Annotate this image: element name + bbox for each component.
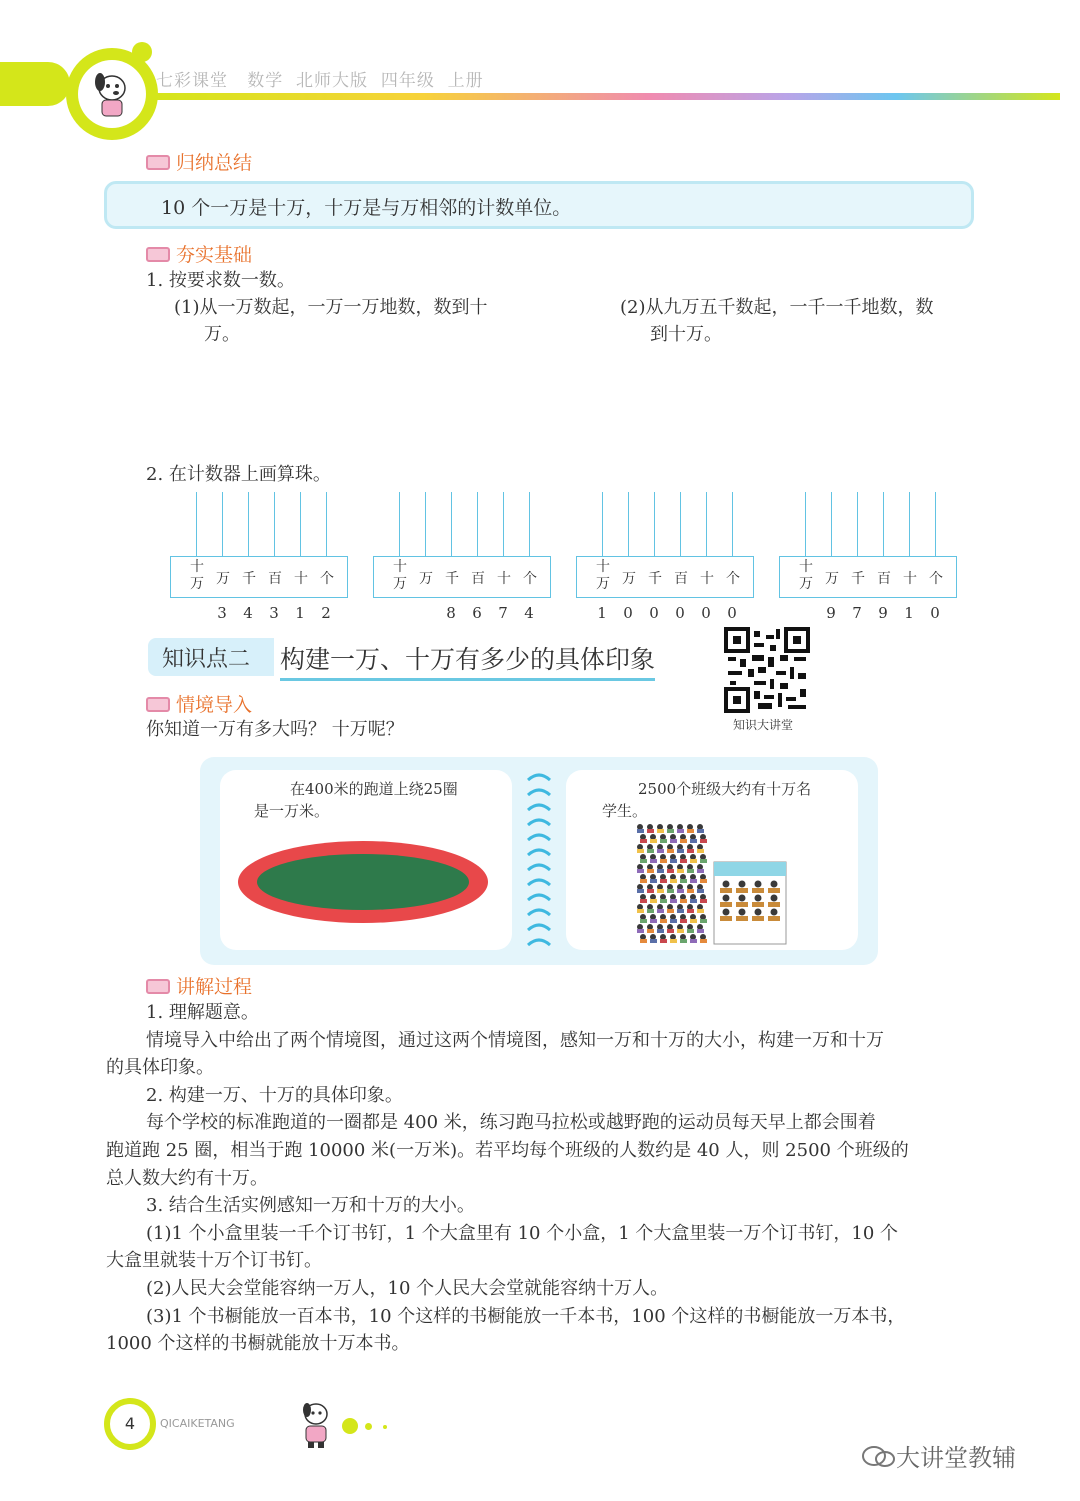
student-body [680,939,687,943]
counter-digit: 0 [649,604,659,622]
spiral-ring [528,850,550,855]
footer-mascot-icon [296,1398,336,1452]
student-body [690,939,697,943]
counter-rod[interactable] [274,492,275,556]
kp2-title: 构建一万、十万有多少的具体印象 [280,640,655,681]
spiral-ring [528,925,550,930]
abacus-counter[interactable] [373,492,551,622]
counter-label-part: 万 [596,576,610,592]
counter-label-part: 万 [799,576,813,592]
spiral-ring [528,895,550,900]
counter-digit: 0 [701,604,711,622]
intro-question: 你知道一万有多大吗？ 十万呢？ [146,719,404,740]
student-head [771,895,778,902]
student-body [670,939,677,943]
footer-dot-medium [365,1423,372,1430]
student-body [637,889,644,893]
student-body [637,869,644,873]
student-body [670,859,677,863]
counter-place-label: 百 [674,571,688,587]
counter-rod[interactable] [602,492,603,556]
process-line: (3)1 个书橱能放一百本书，10 个这样的书橱能放一千本书，100 个这样的书橱能放一万本书， [146,1305,906,1327]
counter-place-label: 千 [851,571,865,587]
student-body [660,879,667,883]
q1-part-b-cont: 到十万。 [650,324,722,345]
student-body [650,939,657,943]
counter-rod[interactable] [326,492,327,556]
student-body [647,829,654,833]
student-body [700,919,707,923]
counter-rod[interactable] [883,492,884,556]
binding-spiral-icon [524,768,554,952]
student-body [657,829,664,833]
students-caption-cont: 学生。 [602,802,648,820]
counter-label-bar [576,556,754,598]
student-desk [720,902,732,907]
student-body [640,839,647,843]
counter-label-ten-thousand [593,559,613,593]
process-line: 大盒里就装十万个订书钉。 [106,1250,322,1272]
counter-place-label: 千 [242,571,256,587]
counter-rod[interactable] [857,492,858,556]
counter-rod[interactable] [935,492,936,556]
counter-place-label: 个 [929,571,943,587]
counter-place-label: 万 [419,571,433,587]
process-line: 的具体印象。 [106,1057,214,1079]
counter-place-label: 百 [471,571,485,587]
student-body [687,909,694,913]
counter-label-ten-thousand [187,559,207,593]
counter-place-label: 万 [216,571,230,587]
student-body [697,849,704,853]
counter-digit: 9 [878,604,888,622]
student-head [771,881,778,888]
student-desk [720,888,732,893]
abacus-counter[interactable] [170,492,348,622]
counter-label-bar [779,556,957,598]
process-line: 3. 结合生活实例感知一万和十万的大小。 [146,1195,475,1217]
footer-dot-small [383,1425,387,1429]
student-body [677,929,684,933]
qr-code-icon[interactable] [724,627,810,713]
student-body [687,929,694,933]
book-icon [146,247,170,262]
counter-rod[interactable] [477,492,478,556]
student-desk [768,902,780,907]
student-body [667,869,674,873]
counter-digit: 1 [597,604,607,622]
student-head [755,881,762,888]
student-body [687,829,694,833]
classroom-wall [714,862,786,876]
counter-place-label: 千 [648,571,662,587]
counter-label-part: 万 [393,576,407,592]
counter-rod[interactable] [248,492,249,556]
process-line: 1. 理解题意。 [146,1002,259,1023]
student-body [647,929,654,933]
counter-rod[interactable] [300,492,301,556]
student-body [687,889,694,893]
student-body [700,859,707,863]
counter-digit: 1 [904,604,914,622]
student-body [670,839,677,843]
student-body [670,879,677,883]
counter-place-label: 个 [320,571,334,587]
student-body [647,849,654,853]
counter-rod[interactable] [628,492,629,556]
counter-digit: 9 [826,604,836,622]
student-body [650,859,657,863]
student-head [723,909,730,916]
student-desk [768,916,780,921]
student-body [690,859,697,863]
student-body [690,899,697,903]
header-tab [0,62,70,106]
counter-rod[interactable] [654,492,655,556]
student-body [647,869,654,873]
counter-place-label: 千 [445,571,459,587]
counter-label-part: 十 [393,559,407,575]
spiral-ring [528,940,550,945]
student-body [650,919,657,923]
counter-label-ten-thousand [796,559,816,593]
student-desk [736,888,748,893]
counter-label-part: 万 [190,576,204,592]
student-body [677,829,684,833]
page-number: 4 [104,1398,156,1450]
student-body [647,909,654,913]
footer-brand: QICAIKETANG [160,1417,235,1430]
counter-digit: 2 [321,604,331,622]
abacus-counter[interactable] [576,492,754,622]
summary-box [104,181,974,229]
student-desk [736,916,748,921]
student-head [723,881,730,888]
summary-text: 10 个一万是十万，十万是与万相邻的计数单位。 [161,197,572,219]
counter-rod[interactable] [196,492,197,556]
student-body [700,899,707,903]
counter-label-bar [373,556,551,598]
student-body [700,939,707,943]
wechat-icon [862,1446,896,1468]
counter-place-label: 个 [726,571,740,587]
student-body [667,829,674,833]
q1-part-a: (1)从一万数起，一万一万地数，数到十 [174,297,488,318]
q1-part-b: (2)从九万五千数起，一千一千地数，数 [620,297,934,318]
student-body [660,839,667,843]
book-icon [146,697,170,712]
student-body [667,909,674,913]
student-body [660,859,667,863]
student-head [771,909,778,916]
spiral-ring [528,775,550,780]
process-line: (2)人民大会堂能容纳一万人，10 个人民大会堂就能容纳十万人。 [146,1278,669,1299]
student-body [687,849,694,853]
student-body [657,889,664,893]
student-desk [752,916,764,921]
q1-title: 1. 按要求数一数。 [146,270,295,291]
process-line: (1)1 个小盒里装一千个订书钉，1 个大盒里有 10 个小盒，1 个大盒里装一万个订书钉，10 个 [146,1222,898,1244]
counter-digit: 7 [852,604,862,622]
student-body [640,939,647,943]
student-body [697,869,704,873]
student-body [680,919,687,923]
process-line: 总人数大约有十万。 [106,1167,268,1189]
track-caption-cont: 是一万米。 [254,802,330,820]
student-body [640,859,647,863]
counter-rod[interactable] [529,492,530,556]
spiral-ring [528,910,550,915]
header-dot [132,42,152,62]
q2-title: 2. 在计数器上画算珠。 [146,464,331,485]
student-body [680,839,687,843]
student-body [680,859,687,863]
student-body [660,919,667,923]
counter-place-label: 十 [294,571,308,587]
counter-label-bar [170,556,348,598]
student-body [650,839,657,843]
spiral-ring [528,805,550,810]
counter-place-label: 十 [903,571,917,587]
student-head [755,909,762,916]
student-body [700,879,707,883]
student-body [700,839,707,843]
header-title: 七彩课堂 数学 北师大版 四年级 上册 [156,71,484,91]
student-body [690,879,697,883]
student-body [657,869,664,873]
student-body [650,879,657,883]
mascot-icon [78,60,146,128]
counter-label-ten-thousand [390,559,410,593]
counter-digit: 0 [623,604,633,622]
counter-label-part: 十 [596,559,610,575]
student-body [677,909,684,913]
student-body [660,939,667,943]
student-body [667,849,674,853]
counter-label-part: 十 [190,559,204,575]
counter-rod[interactable] [732,492,733,556]
spiral-ring [528,835,550,840]
student-desk [736,902,748,907]
footer-dot-large [342,1418,358,1434]
counter-digit: 6 [472,604,482,622]
counter-place-label: 十 [700,571,714,587]
student-head [723,895,730,902]
counter-rod[interactable] [680,492,681,556]
scene-card-track [220,770,512,950]
spiral-ring [528,880,550,885]
students-caption: 2500个班级大约有十万名 [638,780,812,798]
counter-place-label: 百 [268,571,282,587]
basics-heading: 夯实基础 [146,240,252,267]
qr-caption: 知识大讲堂 [733,718,794,732]
student-body [697,909,704,913]
student-body [637,849,644,853]
student-body [677,849,684,853]
student-body [640,919,647,923]
counter-digit: 1 [295,604,305,622]
watermark: 大讲堂教辅 [862,1438,1016,1473]
counter-rod[interactable] [451,492,452,556]
spiral-ring [528,820,550,825]
student-body [670,919,677,923]
counter-place-label: 万 [825,571,839,587]
counter-rod[interactable] [909,492,910,556]
counter-rod[interactable] [425,492,426,556]
student-body [667,929,674,933]
header-rainbow-bar [150,93,1060,100]
process-line: 2. 构建一万、十万的具体印象。 [146,1084,403,1106]
q1-part-a-cont: 万。 [204,324,240,345]
student-body [647,889,654,893]
counter-digit: 0 [675,604,685,622]
student-head [755,895,762,902]
student-desk [768,888,780,893]
student-body [667,889,674,893]
student-body [697,929,704,933]
counter-digit: 4 [243,604,253,622]
scene-card-students [566,770,858,950]
student-body [640,879,647,883]
student-body [680,879,687,883]
intro-heading: 情境导入 [146,690,252,717]
spiral-ring [528,790,550,795]
student-desk [752,888,764,893]
counter-digit: 0 [930,604,940,622]
student-body [640,899,647,903]
student-body [670,899,677,903]
student-body [660,899,667,903]
counter-digit: 7 [498,604,508,622]
student-body [690,839,697,843]
student-body [687,869,694,873]
student-body [637,909,644,913]
counter-place-label: 万 [622,571,636,587]
student-body [677,869,684,873]
book-icon [146,155,170,170]
process-heading: 讲解过程 [146,972,252,999]
process-line: 每个学校的标准跑道的一圈都是 400 米，练习跑马拉松或越野跑的运动员每天早上都会围着 [146,1112,876,1134]
student-body [650,899,657,903]
student-body [697,889,704,893]
student-body [677,889,684,893]
counter-digit: 8 [446,604,456,622]
process-line: 1000 个这样的书橱就能放十万本书。 [106,1333,410,1355]
counter-place-label: 个 [523,571,537,587]
spiral-ring [528,865,550,870]
student-body [657,909,664,913]
track-caption: 在400米的跑道上绕25圈 [290,780,458,798]
process-line: 情境导入中给出了两个情境图，通过这两个情境图，感知一万和十万的大小，构建一万和十万 [146,1029,884,1051]
counter-rod[interactable] [706,492,707,556]
counter-place-label: 十 [497,571,511,587]
student-head [739,895,746,902]
counter-rod[interactable] [222,492,223,556]
student-body [697,829,704,833]
counter-label-part: 十 [799,559,813,575]
running-track-image [236,840,490,924]
kp2-badge: 知识点二 [148,638,274,676]
counter-digit: 3 [269,604,279,622]
counter-rod[interactable] [399,492,400,556]
counter-place-label: 百 [877,571,891,587]
student-body [637,929,644,933]
summary-heading: 归纳总结 [146,148,252,175]
counter-rod[interactable] [805,492,806,556]
students-crowd-image [634,822,790,946]
student-body [657,929,664,933]
student-desk [720,916,732,921]
student-desk [752,902,764,907]
student-body [637,829,644,833]
student-body [680,899,687,903]
student-head [739,909,746,916]
book-icon [146,979,170,994]
abacus-counter[interactable] [779,492,957,622]
student-head [739,881,746,888]
counter-digit: 0 [727,604,737,622]
student-body [690,919,697,923]
counter-digit: 3 [217,604,227,622]
counter-digit: 4 [524,604,534,622]
student-body [657,849,664,853]
process-line: 跑道跑 25 圈，相当于跑 10000 米(一万米)。若平均每个班级的人数约是 40 人，则 2500 个班级的 [106,1140,909,1161]
counter-rod[interactable] [831,492,832,556]
counter-rod[interactable] [503,492,504,556]
